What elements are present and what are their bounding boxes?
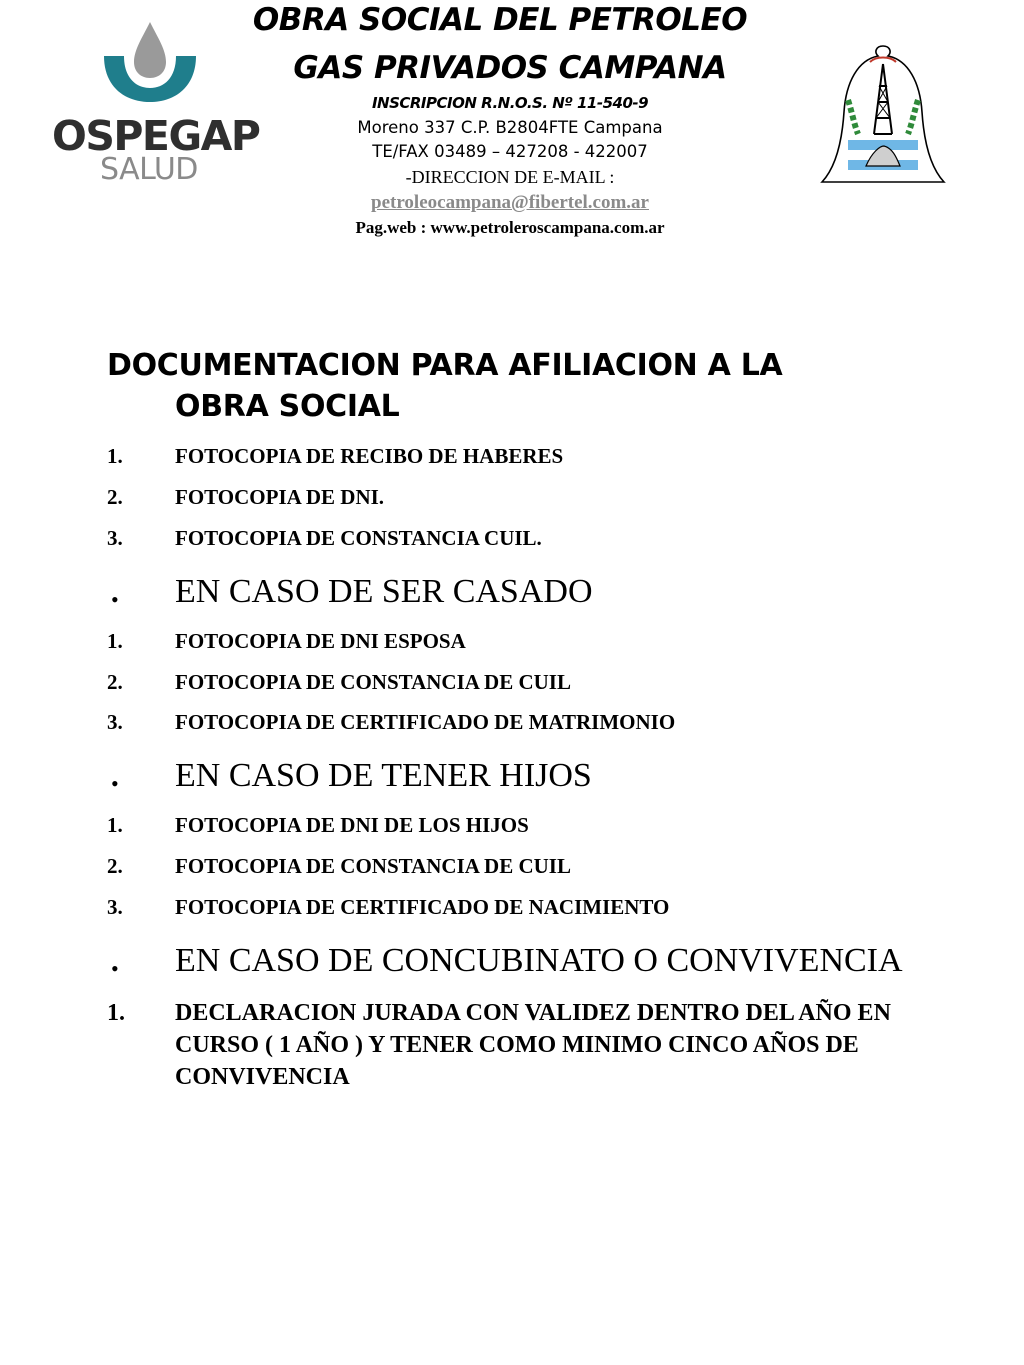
ospegap-logo bbox=[50, 20, 260, 190]
registration-number: INSCRIPCION R.N.O.S. Nº 11-540-9 bbox=[371, 94, 649, 112]
list-item-text: FOTOCOPIA DE DNI DE LOS HIJOS bbox=[175, 813, 529, 837]
section-title: EN CASO DE SER CASADO bbox=[175, 573, 593, 610]
list-item-text: FOTOCOPIA DE CERTIFICADO DE NACIMIENTO bbox=[175, 895, 670, 919]
website: Pag.web : www.petroleroscampana.com.ar bbox=[355, 218, 665, 237]
list-item-number: 1. bbox=[107, 1000, 125, 1026]
list-item-text: FOTOCOPIA DE DNI. bbox=[175, 485, 385, 509]
list-item-text: FOTOCOPIA DE RECIBO DE HABERES bbox=[175, 444, 564, 468]
list-item-number: 1. bbox=[107, 813, 123, 837]
address: Moreno 337 C.P. B2804FTE Campana bbox=[357, 118, 663, 137]
email-link[interactable]: petroleocampana@fibertel.com.ar bbox=[371, 192, 649, 213]
section-title: EN CASO DE CONCUBINATO O CONVIVENCIA bbox=[175, 942, 903, 979]
list-item-number: 3. bbox=[107, 895, 123, 919]
list-item-number: 2. bbox=[107, 485, 123, 509]
logo-subtitle-text: SALUD bbox=[100, 152, 198, 187]
list-item-number: 1. bbox=[107, 629, 123, 653]
page-title bbox=[107, 345, 957, 427]
logo-brand-text: OSPEGAP bbox=[52, 112, 260, 160]
list-item-text: FOTOCOPIA DE CONSTANCIA DE CUIL bbox=[175, 670, 571, 694]
org-name-line2: GAS PRIVADOS CAMPANA bbox=[293, 50, 727, 86]
list-item-text: FOTOCOPIA DE CERTIFICADO DE MATRIMONIO bbox=[175, 710, 676, 734]
page-title-line1: DOCUMENTACION PARA AFILIACION A LA bbox=[107, 348, 783, 383]
list-item-number: 2. bbox=[107, 854, 123, 878]
list-item-text: FOTOCOPIA DE DNI ESPOSA bbox=[175, 629, 466, 653]
org-name-line1: OBRA SOCIAL DEL PETROLEO bbox=[252, 2, 748, 38]
email-label: -DIRECCION DE E-MAIL : bbox=[405, 167, 615, 187]
bell-emblem-icon bbox=[818, 42, 948, 192]
ospegap-drop-icon bbox=[50, 20, 250, 115]
phone-fax: TE/FAX 03489 – 427208 - 422007 bbox=[372, 142, 648, 161]
list-item-number: 1. bbox=[107, 444, 123, 468]
list-item-text: DECLARACION JURADA CON VALIDEZ DENTRO DEL AÑO EN CURSO ( 1 AÑO ) Y TENER COMO MINIMO CINCO AÑOS DE CONVIVENCIA bbox=[175, 1000, 891, 1090]
list-item-number: 3. bbox=[107, 710, 123, 734]
bullet: • bbox=[111, 956, 119, 981]
list-item-number: 3. bbox=[107, 526, 123, 550]
list-item-text: FOTOCOPIA DE CONSTANCIA CUIL. bbox=[175, 526, 542, 550]
bullet: • bbox=[111, 771, 119, 796]
list-item-number: 2. bbox=[107, 670, 123, 694]
list-item-text: FOTOCOPIA DE CONSTANCIA DE CUIL bbox=[175, 854, 571, 878]
page-title-line2: OBRA SOCIAL bbox=[175, 389, 400, 424]
section-title: EN CASO DE TENER HIJOS bbox=[175, 757, 592, 794]
bullet: • bbox=[111, 587, 119, 612]
